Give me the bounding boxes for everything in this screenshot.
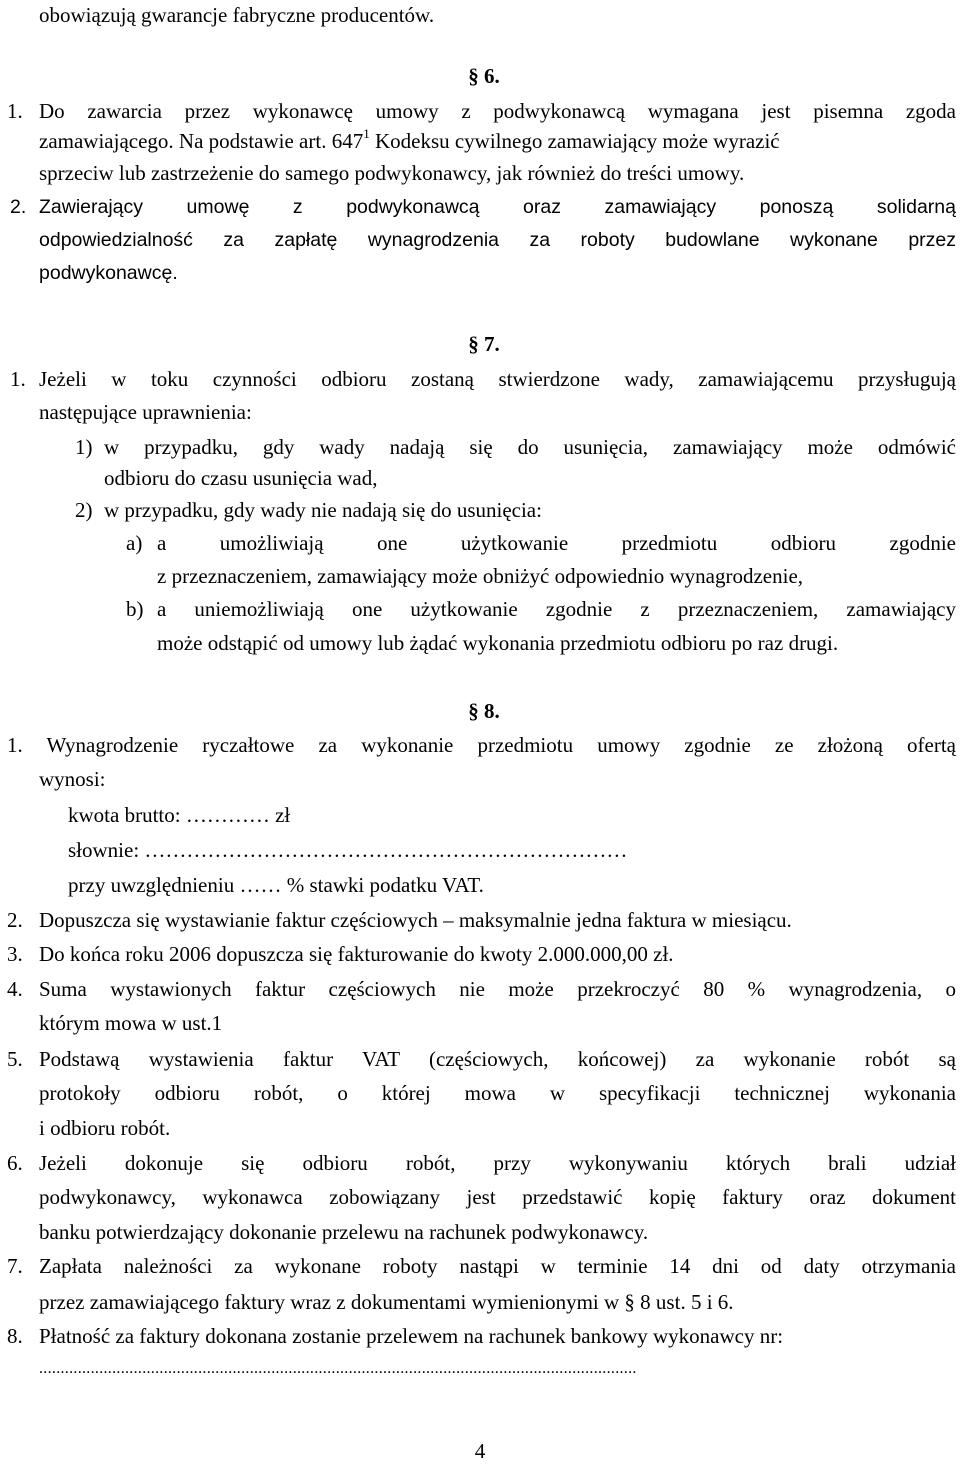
paragraph-line: Do zawarcia przez wykonawcę umowy z podwykonawcą wymagana jest pisemna zgoda [39,99,956,123]
paragraph-line: Suma wystawionych faktur częściowych nie może przekroczyć 80 % wynagrodzenia, o [39,977,956,1001]
subitem-letter: a) [126,531,143,555]
paragraph-line: Do końca roku 2006 dopuszcza się fakturowanie do kwoty 2.000.000,00 zł. [39,942,674,966]
paragraph-line [39,126,780,153]
paragraph-line: banku potwierdzający dokonanie przelewu na rachunek podwykonawcy. [39,1220,649,1244]
paragraph-line: Podstawą wystawienia faktur VAT (częściowych, końcowej) za wykonanie robót są [39,1047,956,1071]
page-number: 4 [474,1439,486,1463]
vat-line: przy uwzględnieniu …… % stawki podatku VAT. [68,873,484,897]
paragraph-line: protokoły odbioru robót, o której mowa w specyfikacji technicznej wykonania [39,1081,956,1105]
text-span: zamawiającego. Na podstawie art. 647 [39,129,364,153]
paragraph-number: 2. [10,196,27,218]
paragraph-line: następujące uprawnienia: [39,400,252,424]
paragraph-line: wynosi: [39,767,106,791]
paragraph-number: 8. [7,1324,23,1348]
superscript: 1 [363,126,370,141]
paragraph-line: podwykonawcę. [39,262,178,284]
paragraph-line: Jeżeli w toku czynności odbioru zostaną stwierdzone wady, zamawiającemu przysługują [39,367,956,391]
subitem-line: a uniemożliwiają one użytkowanie zgodnie z przeznaczeniem, zamawiający [157,597,956,621]
paragraph-number: 2. [7,908,23,932]
subitem-letter: b) [126,597,144,621]
subitem-line: a umożliwiają one użytkowanie przedmiotu odbioru zgodnie [157,531,956,555]
paragraph-number: 7. [7,1254,23,1278]
amount-words-line: słownie: …………………………………………………………… [68,838,628,862]
account-number-placeholder: ........................................................................................................................................... [39,1360,637,1377]
paragraph-line: sprzeciw lub zastrzeżenie do samego podwykonawcy, jak również do treści umowy. [39,161,745,185]
item-line: w przypadku, gdy wady nie nadają się do usunięcia: [104,498,542,522]
item-line: w przypadku, gdy wady nadają się do usunięcia, zamawiający może odmówić [104,435,956,459]
amount-line: kwota brutto: ………… zł [68,803,291,827]
paragraph-line: Jeżeli dokonuje się odbioru robót, przy wykonywaniu których brali udział [39,1151,956,1175]
paragraph-line: Płatność za faktury dokonana zostanie przelewem na rachunek bankowy wykonawcy nr: [39,1324,784,1348]
paragraph-number: 5. [7,1047,23,1071]
paragraph-line: odpowiedzialność za zapłatę wynagrodzenia za roboty budowlane wykonane przez [39,229,956,251]
paragraph-line: którym mowa w ust.1 [39,1011,223,1035]
paragraph-line: Dopuszcza się wystawianie faktur częściowych – maksymalnie jedna faktura w miesiącu. [39,908,792,932]
paragraph-number: 3. [7,942,23,966]
paragraph-line: przez zamawiającego faktury wraz z dokumentami wymienionymi w § 8 ust. 5 i 6. [39,1290,734,1314]
paragraph-number: 4. [7,977,23,1001]
item-number: 1) [75,435,93,459]
paragraph-line: 1. Wynagrodzenie ryczałtowe za wykonanie przedmiotu umowy zgodnie ze złożoną ofertą [7,733,956,757]
paragraph-line: Zawierający umowę z podwykonawcą oraz zamawiający ponoszą solidarną [39,196,956,218]
paragraph-number: 1. [7,99,23,123]
paragraph-line: i odbioru robót. [39,1116,171,1140]
paragraph-line: Zapłata należności za wykonane roboty nastąpi w terminie 14 dni od daty otrzymania [39,1254,956,1278]
item-number: 2) [75,498,93,522]
section-heading-6: § 6. [468,64,500,88]
paragraph-line: podwykonawcy, wykonawca zobowiązany jest przedstawić kopię faktury oraz dokument [39,1185,956,1209]
section-heading-8: § 8. [468,699,500,723]
text-line: obowiązują gwarancje fabryczne producentów. [39,3,435,27]
section-heading-7: § 7. [468,332,500,356]
paragraph-number: 1. [10,367,26,391]
paragraph-number: 6. [7,1151,23,1175]
item-line: odbioru do czasu usunięcia wad, [104,466,378,490]
subitem-line: może odstąpić od umowy lub żądać wykonania przedmiotu odbioru po raz drugi. [157,631,839,655]
text-span: Kodeksu cywilnego zamawiający może wyrazić [369,129,780,153]
subitem-line: z przeznaczeniem, zamawiający może obniżyć odpowiednio wynagrodzenie, [157,564,804,588]
